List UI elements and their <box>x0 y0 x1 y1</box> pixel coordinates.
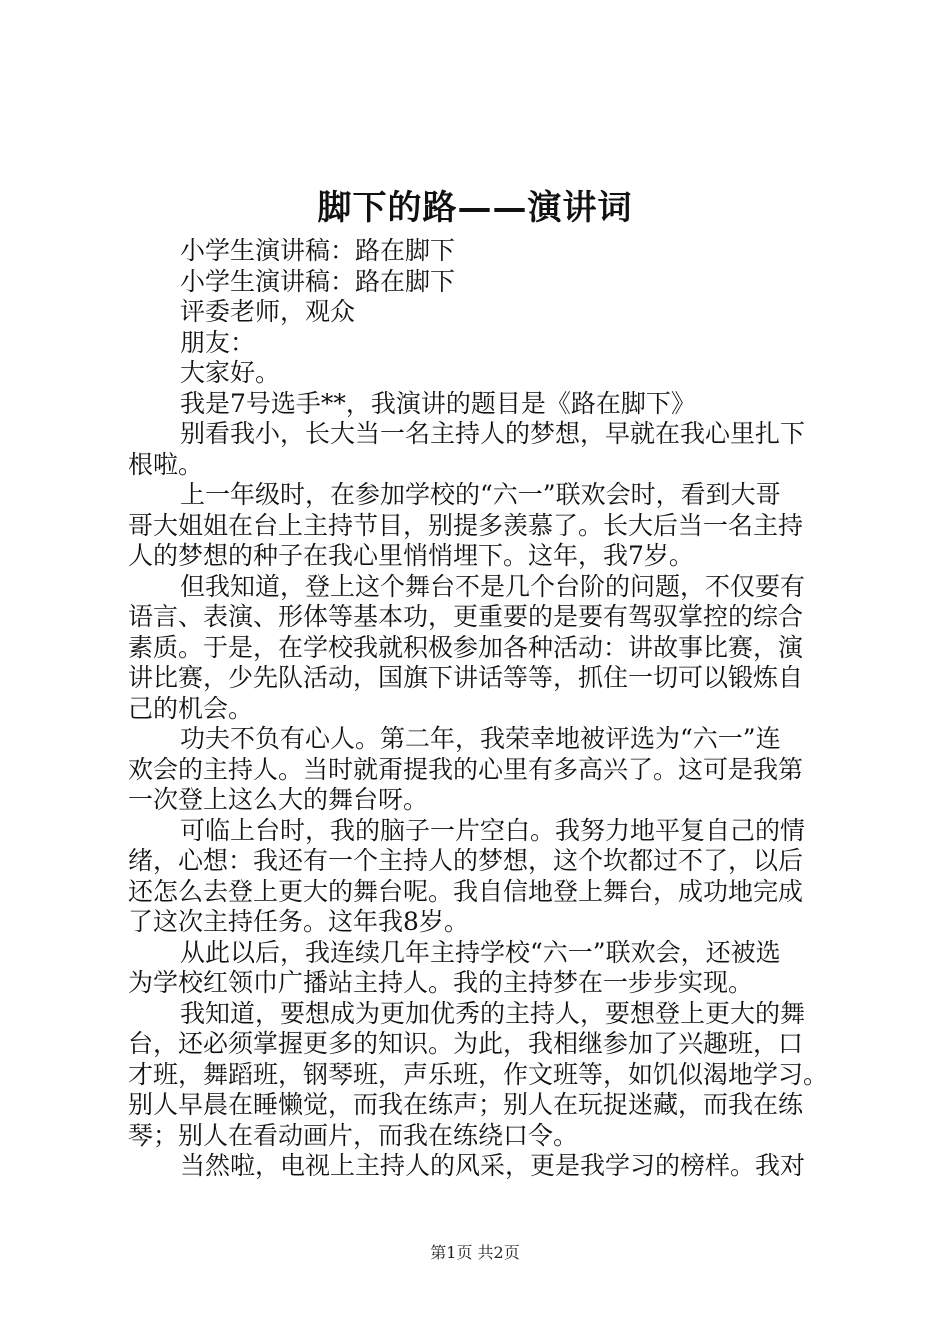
text-line: 人的梦想的种子在我心里悄悄埋下。这年，我7岁。 <box>128 541 694 570</box>
text-line: 当然啦，电视上主持人的风采，更是我学习的榜样。我对 <box>180 1151 806 1180</box>
text-line: 我知道，要想成为更加优秀的主持人，要想登上更大的舞 <box>180 998 806 1028</box>
text-line: 台，还必须掌握更多的知识。为此，我相继参加了兴趣班，口 <box>128 1029 804 1058</box>
text-line: 功夫不负有心人。第二年，我荣幸地被评选为“六一”连 <box>180 724 781 753</box>
text-line: 语言、表演、形体等基本功，更重要的是要有驾驭掌控的综合 <box>128 602 804 631</box>
text-line: 朋友： <box>180 327 256 357</box>
document-title: 脚下的路——演讲词 <box>317 188 633 228</box>
text-line: 才班，舞蹈班，钢琴班，声乐班，作文班等，如饥似渴地学习。 <box>128 1059 829 1089</box>
text-line: 己的机会。 <box>128 693 254 723</box>
text-line: 素质。于是，在学校我就积极参加各种活动：讲故事比赛，演 <box>128 632 804 662</box>
text-line: 但我知道，登上这个舞台不是几个台阶的问题，不仅要有 <box>180 571 806 601</box>
text-line: 了这次主持任务。这年我8岁。 <box>128 907 469 936</box>
text-line: 从此以后，我连续几年主持学校“六一”联欢会，还被选 <box>180 937 781 967</box>
text-line: 还怎么去登上更大的舞台呢。我自信地登上舞台，成功地完成 <box>128 876 804 906</box>
text-line: 小学生演讲稿：路在脚下 <box>180 266 456 296</box>
text-line: 评委老师，观众 <box>180 297 356 326</box>
text-line: 大家好。 <box>180 358 281 387</box>
text-line: 讲比赛，少先队活动，国旗下讲话等等，抓住一切可以锻炼自 <box>128 663 804 692</box>
text-line: 可临上台时，我的脑子一片空白。我努力地平复自己的情 <box>180 815 806 845</box>
text-line: 绪，心想：我还有一个主持人的梦想，这个坎都过不了，以后 <box>128 846 804 875</box>
text-line: 琴；别人在看动画片，而我在练绕口令。 <box>128 1120 579 1150</box>
text-line: 别看我小，长大当一名主持人的梦想，早就在我心里扎下 <box>180 419 806 448</box>
text-line: 别人早晨在睡懒觉，而我在练声；别人在玩捉迷藏，而我在练 <box>128 1090 804 1119</box>
text-line: 小学生演讲稿：路在脚下 <box>180 236 456 265</box>
text-line: 上一年级时，在参加学校的“六一”联欢会时，看到大哥 <box>180 480 781 509</box>
text-line: 根啦。 <box>128 449 204 479</box>
text-line: 我是7号选手**，我演讲的题目是《路在脚下》 <box>180 388 696 418</box>
document-body <box>128 236 830 1182</box>
text-line: 欢会的主持人。当时就甭提我的心里有多高兴了。这可是我第 <box>128 754 804 784</box>
page-footer: 第1页 共2页 <box>430 1243 520 1262</box>
text-line: 为学校红领巾广播站主持人。我的主持梦在一步步实现。 <box>128 968 754 997</box>
text-line: 哥大姐姐在台上主持节目，别提多羡慕了。长大后当一名主持 <box>128 510 804 540</box>
text-line: 一次登上这么大的舞台呀。 <box>128 785 429 814</box>
